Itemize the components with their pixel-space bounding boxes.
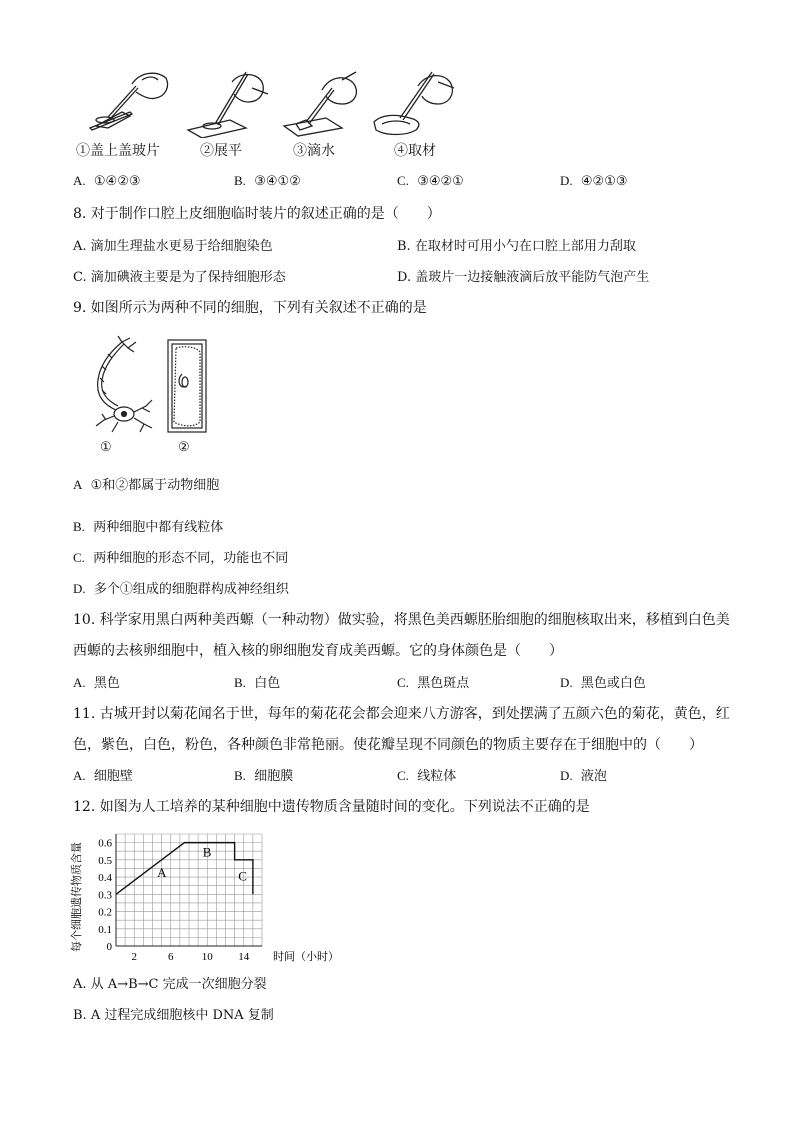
y-axis-label: 每个细胞遗传物质含量 xyxy=(71,842,83,952)
q12-option-a[interactable]: A. 从 A→B→C 完成一次细胞分裂 xyxy=(73,977,267,992)
cells-drawing xyxy=(72,334,222,438)
q12-stem: 12. 如图为人工培养的某种细胞中遗传物质含量随时间的变化。下列说法不正确的是 xyxy=(73,799,590,815)
q10-stem-line-2: 西螈的去核卵细胞中，植入核的卵细胞发育成美西螈。它的身体颜色是（ ） xyxy=(73,643,563,659)
q7-step-label-2: ②展平 xyxy=(200,143,242,159)
option-letter: A. xyxy=(73,768,86,783)
q7-step-label-4: ④取材 xyxy=(394,143,436,159)
q7-step-label-1: ①盖上盖玻片 xyxy=(76,143,160,159)
q8-option-c[interactable]: C. 滴加碘液主要是为了保持细胞形态 xyxy=(73,270,286,285)
option-text: ①和②都属于动物细胞 xyxy=(90,478,220,493)
option-text: 线粒体 xyxy=(417,769,457,784)
q12-chart xyxy=(70,822,340,968)
option-letter: D. xyxy=(73,581,86,596)
option-text: 细胞壁 xyxy=(93,769,133,784)
q7-option-c[interactable] xyxy=(397,173,464,189)
x-tick-label: 10 xyxy=(201,951,213,963)
option-letter: B. xyxy=(234,675,246,690)
q11-option-d[interactable] xyxy=(560,765,607,784)
q11-option-b[interactable] xyxy=(234,765,293,784)
option-letter: B. xyxy=(234,173,246,188)
q9-option-b[interactable] xyxy=(73,516,223,535)
q11-stem-line-2: 色，紫色，白色，粉色，各种颜色非常艳丽。使花瓣呈现不同颜色的物质主要存在于细胞中的（ ） xyxy=(73,737,703,753)
q7-figure xyxy=(70,62,470,138)
q8-option-d[interactable]: D. 盖玻片一边接触液滴后放平能防气泡产生 xyxy=(397,270,650,285)
q9-option-c[interactable] xyxy=(73,547,288,566)
option-letter: A. xyxy=(73,173,86,188)
y-tick-label: 0.5 xyxy=(98,854,112,867)
option-letter: D. xyxy=(560,675,573,690)
segment-label-b: B xyxy=(202,844,212,860)
q7-option-a[interactable] xyxy=(73,173,141,189)
option-letter: B. xyxy=(73,519,85,534)
q11-stem-line-1: 11. 古城开封以菊花闻名于世，每年的菊花花会都会迎来八方游客，到处摆满了五颜六色的菊花，黄色，红 xyxy=(73,706,730,722)
q10-option-b[interactable] xyxy=(234,672,280,691)
option-text: 黑色或白色 xyxy=(580,676,646,691)
q8-option-a[interactable]: A. 滴加生理盐水更易于给细胞染色 xyxy=(73,239,273,254)
option-letter: B. xyxy=(234,768,246,783)
option-text: ③④①② xyxy=(254,174,301,189)
q9-fig-label-2: ② xyxy=(178,440,190,455)
y-tick-label: 0 xyxy=(106,941,112,953)
option-text: 细胞膜 xyxy=(254,769,294,784)
q7-option-d[interactable] xyxy=(560,173,628,189)
option-letter: D. xyxy=(560,173,573,188)
y-tick-label: 0.4 xyxy=(98,872,112,885)
y-tick-label: 0.3 xyxy=(98,889,112,902)
chart-grid xyxy=(116,834,262,946)
y-tick-label: 0.6 xyxy=(98,837,112,850)
q8-option-b[interactable]: B. 在取材时可用小勺在口腔上部用力刮取 xyxy=(397,239,636,254)
q12-option-b[interactable]: B. A 过程完成细胞核中 DNA 复制 xyxy=(73,1008,274,1023)
dna-content-chart xyxy=(70,822,340,968)
option-text: 液泡 xyxy=(580,769,607,784)
option-letter: D. xyxy=(560,768,573,783)
q7-steps-drawing xyxy=(70,62,470,138)
option-text: 多个①组成的细胞群构成神经组织 xyxy=(93,582,289,597)
option-text: 两种细胞的形态不同，功能也不同 xyxy=(93,551,289,566)
q8-stem: 8. 对于制作口腔上皮细胞临时装片的叙述正确的是（ ） xyxy=(73,206,441,222)
q11-option-a[interactable] xyxy=(73,765,133,784)
x-tick-label: 2 xyxy=(131,951,137,963)
q9-option-d[interactable] xyxy=(73,578,289,597)
option-text: ④②①③ xyxy=(580,174,628,189)
option-text: ③④②① xyxy=(417,174,464,189)
option-letter: C. xyxy=(397,675,409,690)
option-letter: C. xyxy=(397,173,409,188)
segment-label-a: A xyxy=(157,865,167,881)
option-letter: C. xyxy=(73,550,85,565)
option-letter: C. xyxy=(397,768,409,783)
y-tick-label: 0.1 xyxy=(98,923,112,936)
option-text: 黑色 xyxy=(93,676,120,691)
q10-option-a[interactable] xyxy=(73,672,120,691)
q10-option-c[interactable] xyxy=(397,672,469,691)
option-letter: A xyxy=(73,477,83,492)
q10-option-d[interactable] xyxy=(560,672,646,691)
x-tick-label: 14 xyxy=(238,951,250,963)
option-text: 白色 xyxy=(254,676,281,691)
option-text: 黑色斑点 xyxy=(417,676,470,691)
option-letter: A. xyxy=(73,675,86,690)
x-axis-label: 时间（小时） xyxy=(273,951,339,963)
q7-option-b[interactable] xyxy=(234,173,301,189)
q9-figure xyxy=(72,334,222,438)
y-tick-label: 0.2 xyxy=(98,906,112,919)
q10-stem-line-1: 10. 科学家用黑白两种美西螈（一种动物）做实验，将黑色美西螈胚胎细胞的细胞核取出来，移植到白色美 xyxy=(73,612,730,628)
x-tick-label: 6 xyxy=(168,951,174,963)
segment-label-c: C xyxy=(238,868,247,884)
q9-fig-label-1: ① xyxy=(100,440,112,455)
option-text: ①④②③ xyxy=(93,174,141,189)
q9-option-a[interactable] xyxy=(73,474,219,493)
option-text: 两种细胞中都有线粒体 xyxy=(93,520,224,535)
q11-option-c[interactable] xyxy=(397,765,456,784)
q7-step-label-3: ③滴水 xyxy=(293,143,335,159)
q9-stem: 9. 如图所示为两种不同的细胞，下列有关叙述不正确的是 xyxy=(73,300,427,316)
